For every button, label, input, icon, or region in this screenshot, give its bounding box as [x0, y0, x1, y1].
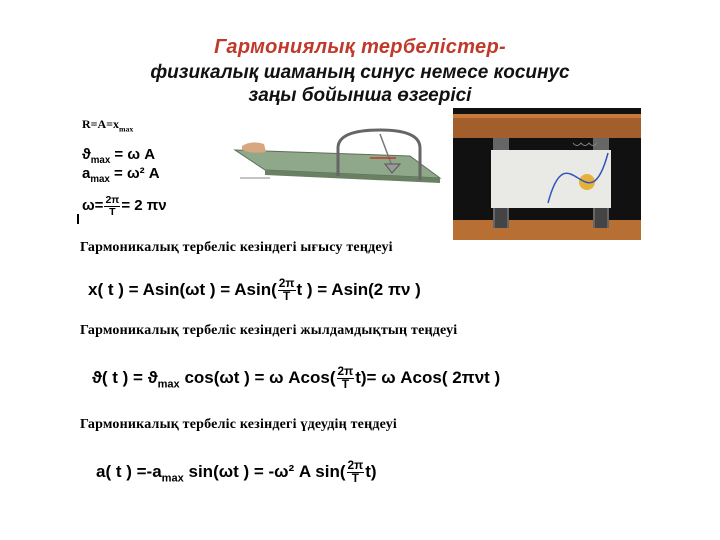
oscillation-apparatus-photo: [453, 108, 641, 240]
max-velocity-formula: $ϑ_{max} = \omega$ A: [82, 146, 156, 166]
cursor-mark: [77, 214, 79, 224]
max-acceleration-formula: $a_{max} = \omega^2$ A: [82, 165, 160, 185]
amplitude-formula: $R=A=x_{max}$: [82, 117, 134, 134]
title-line-1: Гармониялық тербелістер-: [214, 36, 506, 58]
pendulum-illustration: [230, 128, 455, 198]
angular-frequency-formula: ω= $\frac{2\pi}{T}$ = 2 πν: [82, 194, 167, 218]
displacement-heading: Гармоникалық тербеліс кезіндегі ығысу теңдеуі: [80, 240, 393, 255]
acceleration-heading: Гармоникалық тербеліс кезіндегі үдеудің теңдеуі: [80, 417, 397, 432]
title-line-2: физикалық шаманың синус немесе косинус: [150, 62, 570, 83]
velocity-heading: Гармоникалық тербеліс кезіндегі жылдамдықтың теңдеуі: [80, 323, 458, 338]
displacement-equation: x( t ) = Asin(ωt ) = Asin( $\frac{2\pi}{T}$ t ) = Asin(2 πν ): [88, 276, 421, 303]
title-line-3: заңы бойынша өзгерісі: [248, 85, 472, 106]
acceleration-equation: a( t ) $=-a_{max}$ sin(ωt ) = -ω² A sin( $\frac{2\pi}{T}$ t): [96, 458, 377, 485]
velocity-equation: ϑ( t ) = $ϑ_{max}$ cos(ωt ) = ω Acos( $\frac{2\pi}{T}$ t)= ω Acos( 2πνt ): [92, 364, 501, 391]
